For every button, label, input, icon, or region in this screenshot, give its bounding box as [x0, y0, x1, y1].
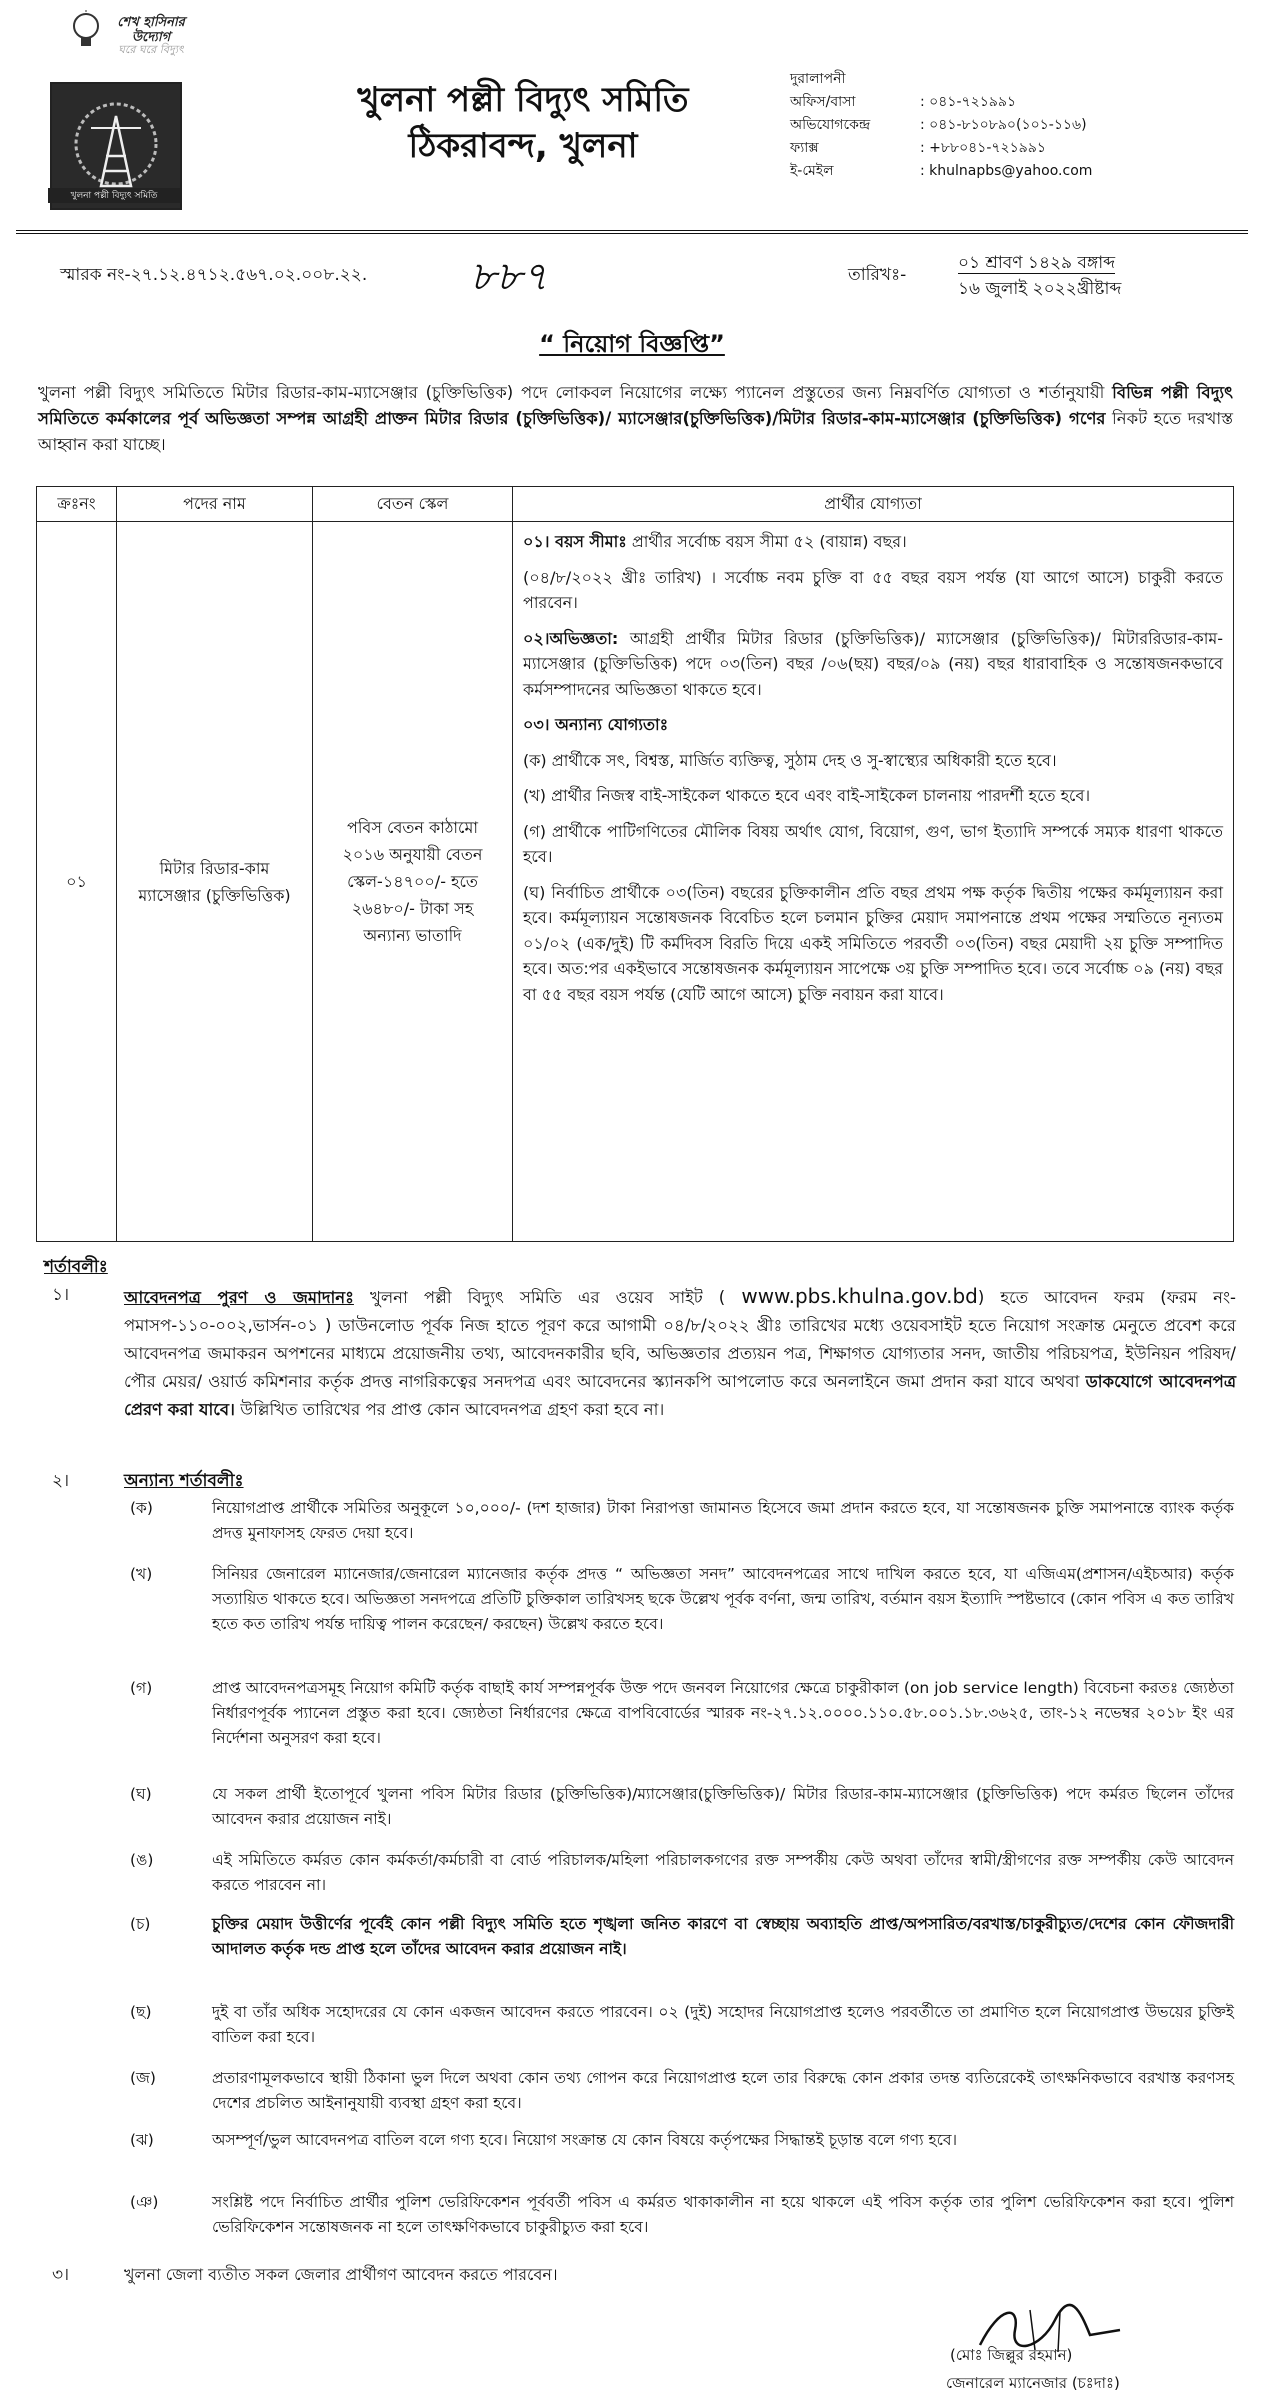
term-item: (ঝ) অসম্পূর্ণ/ভুল আবেদনপত্র বাতিল বলে গণ্য হবে। নিয়োগ সংক্রান্ত যে কোন বিষয়ে কর্তৃপক্ষের সিদ্ধান্তই চূড়ান্ত বলে গণ্য হবে।: [130, 2131, 958, 2149]
term-3-number: ৩।: [52, 2265, 70, 2285]
contact-block: [790, 68, 1250, 183]
term-item: (ঘ) যে সকল প্রার্থী ইতোপূর্বে খুলনা পবিস মিটার রিডার (চুক্তিভিত্তিক)/ম্যাসেঞ্জার(চুক্তিভিত্তিক)/ মিটার রিডার-কাম-ম্যাসেঞ্জার (চুক্তিভিত্তিক) পদে কর্মরত ছিলেন তাঁদের আবেদন করার প্রয়োজন নাই।: [130, 1785, 1234, 1828]
term-item: (ঞ) সংশ্লিষ্ট পদে নির্বাচিত প্রার্থীর পুলিশ ভেরিফিকেশন পূর্ববর্তী পবিস এ কর্মরত থাকাকালীন না হয়ে থাকলে এই পবিস কর্তৃক তার পুলিশ ভেরিফিকেশন করা হবে। পুলিশ ভেরিফিকেশন সন্তোষজনক না হলে তাৎক্ষণিকভাবে চাকুরীচ্যুত করা হবে।: [130, 2193, 1234, 2236]
term-1-text: আবেদনপত্র পুরণ ও জমাদানঃ খুলনা পল্লী বিদ্যুৎ সমিতি এর ওয়েব সাইট ( www.pbs.khulna.gov.bd) হতে আবেদন ফরম (ফরম নং-পমাসপ-১১০-০০২,ভার্সন-০১ ) ডাউনলোড পূর্বক নিজ হাতে পূরণ করে আগামী ০৪/৮/২০২২ খ্রীঃ তারিখের মধ্যে ওয়েবসাইট হতে নিয়োগ সংক্রান্ত মেনুতে প্রবেশ করে আবেদনপত্র জমাকরন অপশনের মাধ্যমে প্রয়োজনীয় তথ্য, আবেদনকারীর ছবি, অভিজ্ঞতার প্রত্যয়ন পত্র, শিক্ষাগত যোগ্যতার সনদ, জাতীয় পরিচয়পত্র, ইউনিয়ন পরিষদ/ পৌর মেয়র/ ওয়ার্ড কমিশনার কর্তৃক প্রদত্ত নাগরিকত্বের সনদপত্র এবং আবেদনের স্ক্যানকপি আপলোড করে অনলাইনে জমা প্রদান করা যাবে অথবা ডাকযোগে আবেদনপত্র প্রেরণ করা যাবে। উল্লিখিত তারিখের পর প্রাপ্ত কোন আবেদনপত্র গ্রহণ করা হবে না।: [124, 1284, 1237, 1419]
table-header-row: [37, 487, 1234, 522]
table-row: [37, 522, 1234, 1242]
term-1-title: আবেদনপত্র পুরণ ও জমাদানঃ: [124, 1288, 354, 1307]
cell-serial: ০১: [37, 522, 117, 1242]
qual-item: (ক) প্রার্থীকে সৎ, বিশ্বস্ত, মার্জিত ব্যক্তিত্ব, সুঠাম দেহ ও সু-স্বাস্থ্যের অধিকারী হতে হবে।: [523, 750, 1057, 770]
memo-reference: স্মারক নং-২৭.১২.৪৭১২.৫৬৭.০২.০০৮.২২.: [60, 265, 368, 285]
qual-item: ০১। বয়স সীমাঃ প্রার্থীর সর্বোচ্চ বয়স সীমা ৫২ (বায়ান্ন) বছর।: [523, 532, 907, 551]
qual-item: (ঘ) নির্বাচিত প্রার্থীকে ০৩(তিন) বছরের চুক্তিকালীন প্রতি বছর প্রথম পক্ষ কর্তৃক দ্বিতীয় পক্ষের কর্মমূল্যায়ন করা হবে। কর্মমূল্যায়ন সন্তোষজনক বিবেচিত হলে চলমান চুক্তির মেয়াদ সমাপনান্তে প্রথম পক্ষের সম্মতিতে নূন্যতম ০১/০২ (এক/দুই) টি কর্মদিবস বিরতি দিয়ে একই সমিতিতে পরবর্তী ০৩(তিন) বছর মেয়াদী ২য় চুক্তি সম্পাদিত হবে। অত:পর একইভাবে সন্তোষজনক কর্মমূল্যায়ন সাপেক্ষে ৩য় চুক্তি সম্পাদিত হবে। তবে সর্বোচ্চ ০৯ (নয়) বছর বা ৫৫ বছর বয়স পর্যন্ত (যেটি আগে আসে) চুক্তি নবায়ন করা যাবে।: [523, 882, 1223, 1004]
contact-row-complaint: অভিযোগকেন্দ্র : ০৪১-৮১০৮৯০(১০১-১১৬): [790, 117, 1087, 133]
qual-item: (০৪/৮/২০২২ খ্রীঃ তারিখ) । সর্বোচ্চ নবম চুক্তি বা ৫৫ বছর বয়স পর্যন্ত (যা আগে আসে) চাকুরী করতে পারবেন।: [523, 567, 1223, 612]
col-qualification: প্রার্থীর যোগ্যতা: [513, 487, 1234, 522]
signatory-title: জেনারেল ম্যানেজার (চঃদাঃ): [946, 2374, 1120, 2392]
term-item: (গ) প্রাপ্ত আবেদনপত্রসমূহ নিয়োগ কমিটি কর্তৃক বাছাই কার্য সম্পন্নপূর্বক উক্ত পদে জনবল নিয়োগের ক্ষেত্রে চাকুরীকাল (on job service length) বিবেচনা করতঃ জ্যেষ্ঠতা নির্ধারণপূর্বক প্যানেল প্রস্তুত করা হবে। জ্যেষ্ঠতা নির্ধারণের ক্ষেত্রে বাপবিবোর্ডের স্মারক নং-২৭.১২.০০০০.১১০.৫৮.০০১.১৮.৩৬২৫, তাং-১২ নভেম্বর ২০১৮ ইং এর নির্দেশনা অনুসরণ করা হবে।: [130, 1679, 1234, 1747]
qual-item: (গ) প্রার্থীকে পাটিগণিতের মৌলিক বিষয় অর্থাৎ যোগ, বিয়োগ, গুণ, ভাগ ইত্যাদি সম্পর্কে সম্যক ধারণা থাকতে হবে।: [523, 821, 1223, 866]
col-scale: বেতন স্কেল: [313, 487, 513, 522]
term-2-number: ২।: [52, 1471, 70, 1491]
campaign-slogan: শেখ হাসিনার উদ্যোগ: [117, 15, 185, 45]
intro-bold: বিভিন্ন পল্লী বিদ্যুৎ সমিতিতে কর্মকালের পূর্ব অভিজ্ঞতা সম্পন্ন আগ্রহী প্রাক্তন মিটার রিডার (চুক্তিভিত্তিক)/ ম্যাসেঞ্জার(চুক্তিভিত্তিক)/মিটার রিডার-কাম-ম্যাসেঞ্জার (চুক্তিভিত্তিক) গণের: [38, 383, 1233, 428]
term-item: (ক) নিয়োগপ্রাপ্ত প্রার্থীকে সমিতির অনুকূলে ১০,০০০/- (দশ হাজার) টাকা নিরাপত্তা জামানত হিসেবে জমা প্রদান করতে হবে, যা সন্তোষজনক চুক্তি সমাপনান্তে ব্যাংক কর্তৃক প্রদত্ত মুনাফাসহ ফেরত দেয়া হবে।: [130, 1499, 1234, 1542]
term-1-number: ১।: [52, 1285, 70, 1305]
term-item: (চ) চুক্তির মেয়াদ উত্তীর্ণের পূর্বেই কোন পল্লী বিদ্যুৎ সমিতি হতে শৃঙ্খলা জনিত কারণে বা স্বেচ্ছায় অব্যাহতি প্রাপ্ত/অপসারিত/বরখাস্ত/চাকুরীচ্যুত/দেশের কোন ফৌজদারী আদালত কর্তৃক দন্ড প্রাপ্ত হলে তাঁদের আবেদন করার প্রয়োজন নাই।: [130, 1915, 1234, 1958]
vacancy-table: [36, 486, 1234, 1242]
org-title: খুলনা পল্লী বিদ্যুৎ সমিতি: [357, 80, 689, 120]
contact-title: দুরালাপনী: [790, 71, 846, 87]
organization-name: [288, 78, 758, 170]
qual-item: (খ) প্রার্থীর নিজস্ব বাই-সাইকেল থাকতে হবে এবং বাই-সাইকেল চালনায় পারদর্শী হতে হবে।: [523, 786, 1091, 805]
website-link[interactable]: www.pbs.khulna.gov.bd: [741, 1284, 978, 1308]
contact-row-email: ই-মেইল : khulnapbs@yahoo.com: [790, 163, 1093, 179]
tower-emblem-icon: [61, 96, 171, 196]
term-3-text: খুলনা জেলা ব্যতীত সকল জেলার প্রার্থীগণ আবেদন করতে পারবেন।: [124, 2265, 558, 2284]
cell-post: মিটার রিডার-কাম ম্যাসেঞ্জার (চুক্তিভিত্তিক): [117, 522, 313, 1242]
campaign-slogan-sub: ঘরে ঘরে বিদ্যুৎ: [118, 43, 184, 56]
cell-scale: পবিস বেতন কাঠামো ২০১৬ অনুযায়ী বেতন স্কেল-১৪৭০০/- হতে ২৬৪৮০/- টাকা সহ অন্যান্য ভাতাদি: [313, 522, 513, 1242]
date-english: ১৬ জুলাই ২০২২খ্রীষ্টাব্দ: [958, 279, 1122, 299]
term-item: (জ) প্রতারণামূলকভাবে স্থায়ী ঠিকানা ভুল দিলে অথবা কোন তথ্য গোপন করে নিয়োগপ্রাপ্ত হলে তার বিরুদ্ধে কোন প্রকার তদন্ত ব্যতিরেকেই তাৎক্ষনিকভাবে বরখাস্ত করণসহ দেশের প্রচলিত আইনানুযায়ী ব্যবস্থা গ্রহণ করা হবে।: [130, 2069, 1234, 2112]
page-title: “ নিয়োগ বিজ্ঞপ্তি”: [539, 330, 725, 358]
date-label: তারিখঃ-: [848, 265, 907, 285]
col-post: পদের নাম: [117, 487, 313, 522]
date-bangla: ০১ শ্রাবণ ১৪২৯ বঙ্গাব্দ: [958, 253, 1116, 273]
org-address: ঠিকরাবন্দ, খুলনা: [408, 125, 638, 166]
term-item: (ঙ) এই সমিতিতে কর্মরত কোন কর্মকর্তা/কর্মচারী বা বোর্ড পরিচালক/মহিলা পরিচালকগণের রক্ত সম্পর্কীয় কেউ অথবা তাঁদের স্বামী/স্ত্রীগণের রক্ত সম্পর্কীয় কেউ আবেদন করতে পারবেন না।: [130, 1851, 1234, 1894]
intro-paragraph: খুলনা পল্লী বিদ্যুৎ সমিতিতে মিটার রিডার-কাম-ম্যাসেঞ্জার (চুক্তিভিত্তিক) পদে লোকবল নিয়োগের লক্ষ্যে প্যানেল প্রস্তুতের জন্য নিম্নবর্ণিত যোগ্যতা ও শর্তানুযায়ী বিভিন্ন পল্লী বিদ্যুৎ সমিতিতে কর্মকালের পূর্ব অভিজ্ঞতা সম্পন্ন আগ্রহী প্রাক্তন মিটার রিডার (চুক্তিভিত্তিক)/ ম্যাসেঞ্জার(চুক্তিভিত্তিক)/মিটার রিডার-কাম-ম্যাসেঞ্জার (চুক্তিভিত্তিক) গণের নিকট হতে দরখাস্ত আহ্বান করা যাচ্ছে।: [38, 383, 1233, 454]
cell-qualification: [513, 522, 1234, 1242]
signatory-name: (মোঃ জিল্লুর রহমান): [950, 2346, 1073, 2364]
col-serial: ক্রঃনং: [37, 487, 117, 522]
terms-heading: শর্তাবলীঃ: [44, 1257, 108, 1277]
header-divider: [16, 230, 1248, 234]
contact-row-fax: ফ্যাক্স : +৮৮০৪১-৭২১৯৯১: [790, 140, 1046, 156]
emblem-caption: খুলনা পল্লী বিদ্যুৎ সমিতি: [48, 188, 180, 203]
qual-item: ০২।অভিজ্ঞতা: আগ্রহী প্রার্থীর মিটার রিডার (চুক্তিভিত্তিক)/ ম্যাসেঞ্জার (চুক্তিভিত্তিক)/ মিটাররিডার-কাম-ম্যাসেঞ্জার (চুক্তিভিত্তিক) পদে ০৩(তিন) বছর /০৬(ছয়) বছর/০৯ (নয়) বছর ধারাবাহিক ও সন্তোষজনকভাবে কর্মসম্পাদনের অভিজ্ঞতা থাকতে হবে।: [523, 628, 1223, 699]
contact-row-office: অফিস/বাসা : ০৪১-৭২১৯৯১: [790, 94, 1017, 110]
term-item: (খ) সিনিয়র জেনারেল ম্যানেজার/জেনারেল ম্যানেজার কর্তৃক প্রদত্ত “ অভিজ্ঞতা সনদ” আবেদনপত্রের সাথে দাখিল করতে হবে, যা এজিএম(প্রশাসন/এইচআর) কর্তৃক সত্যায়িত থাকতে হবে। অভিজ্ঞতা সনদপত্রে প্রতিটি চুক্তিকাল তারিখসহ ছকে উল্লেখ পূর্বক বর্ণনা, জন্ম তারিখ, বর্তমান বয়স ইত্যাদি স্পষ্টভাবে (কোন পবিস এ কত তারিখ হতে কত তারিখ পর্যন্ত দায়িত্ব পালন করেছেন/ করছেন) উল্লেখ করতে হবে।: [130, 1565, 1234, 1633]
term-2-title: অন্যান্য শর্তাবলীঃ: [124, 1471, 244, 1491]
qual-item: ০৩। অন্যান্য যোগ্যতাঃ: [523, 715, 669, 734]
memo-handwritten-number: ৮৮৭: [470, 254, 548, 300]
term-item: (ছ) দুই বা তাঁর অধিক সহোদরের যে কোন একজন আবেদন করতে পারবেন। ০২ (দুই) সহোদর নিয়োগপ্রাপ্ত হলেও পরবর্তীতে তা প্রমাণিত হলে নিয়োগপ্রাপ্ত উভয়ের চুক্তিই বাতিল করা হবে।: [130, 2003, 1234, 2046]
